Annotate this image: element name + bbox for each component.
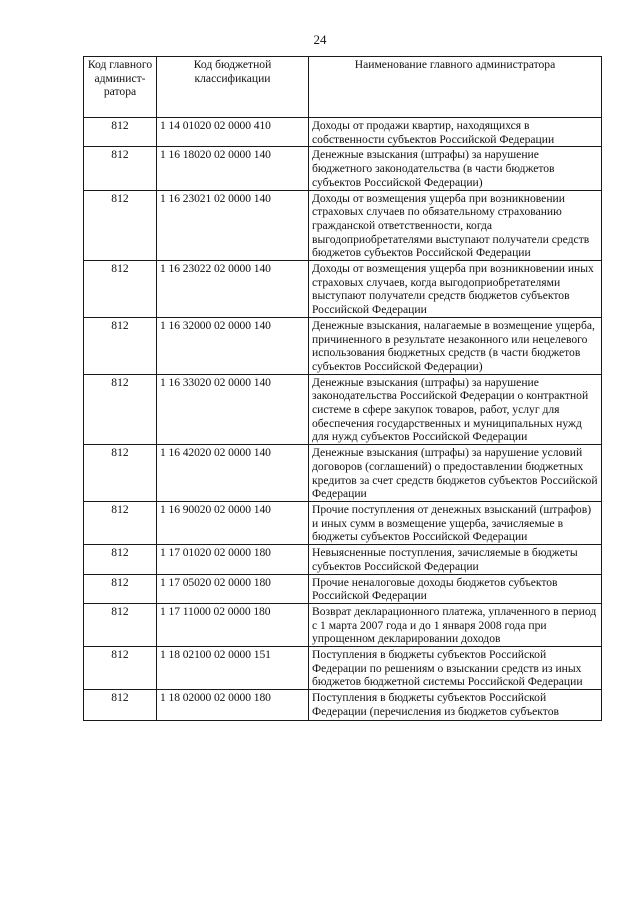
- table-row: [84, 261, 602, 318]
- table-row: [84, 317, 602, 374]
- table-row: [84, 574, 602, 603]
- budget-code-cell: 1 16 23021 02 0000 140: [157, 190, 309, 261]
- budget-code-cell: 1 17 11000 02 0000 180: [157, 603, 309, 646]
- admin-code-cell: 812: [84, 374, 157, 445]
- budget-code-cell: 1 16 90020 02 0000 140: [157, 501, 309, 544]
- name-cell: Доходы от возмещения ущерба при возникновении страховых случаев по обязательному страхованию гражданской ответственности, когда выгодоприобретателями выступают получатели средств бюджетов субъектов Российской Федерации: [309, 190, 602, 261]
- admin-code-cell: 812: [84, 317, 157, 374]
- budget-code-cell: 1 18 02100 02 0000 151: [157, 647, 309, 690]
- header-budget-code: Код бюджетной классификации: [157, 57, 309, 118]
- budget-code-cell: 1 17 05020 02 0000 180: [157, 574, 309, 603]
- budget-code-cell: 1 16 32000 02 0000 140: [157, 317, 309, 374]
- admin-code-cell: 812: [84, 190, 157, 261]
- table-row: [84, 118, 602, 147]
- table-row: [84, 545, 602, 574]
- table-row: [84, 190, 602, 261]
- name-cell: Доходы от продажи квартир, находящихся в собственности субъектов Российской Федерации: [309, 118, 602, 147]
- admin-code-cell: 812: [84, 147, 157, 190]
- admin-code-cell: 812: [84, 445, 157, 502]
- budget-code-cell: 1 14 01020 02 0000 410: [157, 118, 309, 147]
- page-number: 24: [313, 32, 327, 47]
- budget-code-cell: 1 16 42020 02 0000 140: [157, 445, 309, 502]
- budget-code-cell: 1 16 33020 02 0000 140: [157, 374, 309, 445]
- budget-code-cell: 1 18 02000 02 0000 180: [157, 690, 309, 721]
- name-cell: Прочие поступления от денежных взысканий (штрафов) и иных сумм в возмещение ущерба, зачисляемые в бюджеты субъектов Российской Федерации: [309, 501, 602, 544]
- name-cell: Денежные взыскания (штрафы) за нарушение бюджетного законодательства (в части бюджетов субъектов Российской Федерации): [309, 147, 602, 190]
- name-cell: Возврат декларационного платежа, уплаченного в период с 1 марта 2007 года и до 1 января 2008 года при упрощенном декларировании доходов: [309, 603, 602, 646]
- header-admin-code: Код главного админист-ратора: [84, 57, 157, 118]
- admin-code-cell: 812: [84, 647, 157, 690]
- header-name: Наименование главного администратора: [309, 57, 602, 118]
- table-row: [84, 501, 602, 544]
- name-cell: Поступления в бюджеты субъектов Российской Федерации по решениям о взыскании средств из иных бюджетов бюджетной системы Российской Федерации: [309, 647, 602, 690]
- table-body: [84, 118, 602, 721]
- name-cell: Денежные взыскания (штрафы) за нарушение условий договоров (соглашений) о предоставлении бюджетных кредитов за счет средств бюджетов субъектов Российской Федерации: [309, 445, 602, 502]
- table-header: [84, 57, 602, 118]
- budget-code-cell: 1 16 23022 02 0000 140: [157, 261, 309, 318]
- budget-classification-table: [83, 56, 602, 721]
- admin-code-cell: 812: [84, 574, 157, 603]
- table-row: [84, 647, 602, 690]
- name-cell: Денежные взыскания, налагаемые в возмещение ущерба, причиненного в результате незаконного или нецелевого использования бюджетных средств (в части бюджетов субъектов Российской Федерации): [309, 317, 602, 374]
- admin-code-cell: 812: [84, 501, 157, 544]
- budget-code-cell: 1 16 18020 02 0000 140: [157, 147, 309, 190]
- table-row: [84, 374, 602, 445]
- table-row: [84, 603, 602, 646]
- admin-code-cell: 812: [84, 603, 157, 646]
- name-cell: Поступления в бюджеты субъектов Российской Федерации (перечисления из бюджетов субъектов: [309, 690, 602, 721]
- admin-code-cell: 812: [84, 118, 157, 147]
- admin-code-cell: 812: [84, 261, 157, 318]
- admin-code-cell: 812: [84, 690, 157, 721]
- name-cell: Невыясненные поступления, зачисляемые в бюджеты субъектов Российской Федерации: [309, 545, 602, 574]
- name-cell: Доходы от возмещения ущерба при возникновении иных страховых случаев, когда выгодоприобретателями выступают получатели средств бюджетов субъектов Российской Федерации: [309, 261, 602, 318]
- table-row: [84, 445, 602, 502]
- name-cell: Денежные взыскания (штрафы) за нарушение законодательства Российской Федерации о контрактной системе в сфере закупок товаров, работ, услуг для обеспечения государственных и муниципальных нужд для нужд субъектов Российской Федерации: [309, 374, 602, 445]
- table-row: [84, 690, 602, 721]
- header-row: [84, 57, 602, 118]
- table-row: [84, 147, 602, 190]
- budget-code-cell: 1 17 01020 02 0000 180: [157, 545, 309, 574]
- admin-code-cell: 812: [84, 545, 157, 574]
- name-cell: Прочие неналоговые доходы бюджетов субъектов Российской Федерации: [309, 574, 602, 603]
